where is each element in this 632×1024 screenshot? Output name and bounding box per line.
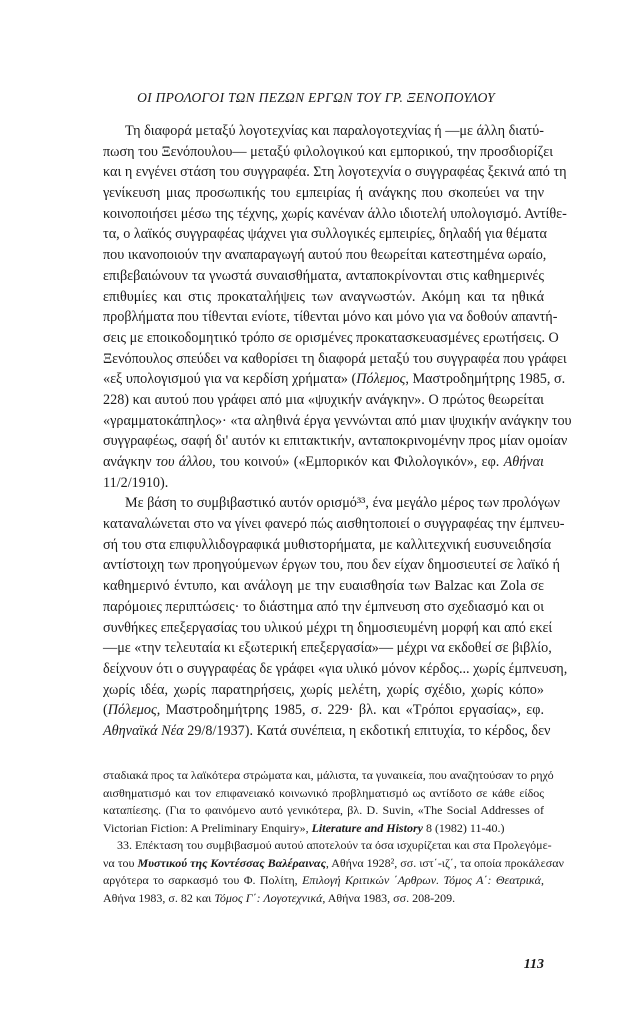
text-run: 29/8/1937). Κατά συνέπεια, η εκδοτική επιτυχία, το κέρδος, δεν	[183, 722, 551, 739]
text-line	[103, 411, 572, 432]
text-run: τα, ο λαϊκός συγγραφέας ψάχνει για συλλογικές εμπειρίες, δηλαδή για θέματα	[103, 226, 547, 243]
text-run: να του	[103, 855, 138, 870]
text-line	[103, 659, 568, 680]
text-run: αντίστοιχη των προηγούμενων έργων του, που δεν είχαν δημοσιευτεί σε λαϊκό ή	[103, 557, 560, 574]
main-text	[103, 121, 572, 742]
italic-run: Τόμος Γ΄: Λογοτεχνικά	[214, 890, 323, 905]
text-run: και η ενγένει στάση του συγγραφέα. Στη λογοτεχνία ο συγγραφέας ξεκινά από τη	[103, 164, 567, 181]
italic-run: Αθήναι	[503, 454, 544, 470]
text-run: σεις με εποικοδομητικό τρόπο σε ορισμένες προκατασκευασμένες ερωτήσεις. Ο	[103, 329, 559, 346]
text-run: —με «την τελευταία κι εξωτερική επεξεργασία»— μέχρι να εκδοθεί σε βιβλίο,	[103, 640, 552, 657]
italic-run: Πόλεμος	[356, 371, 406, 388]
text-line	[103, 390, 544, 411]
text-line	[103, 576, 544, 597]
text-line	[103, 555, 560, 576]
text-line	[103, 183, 544, 204]
text-run: σή του στα επιφυλλιδογραφικά μυθιστορήματα, με καλλιτεχνική ευσυνειδησία	[103, 536, 552, 553]
italic-run: Πόλεμος	[107, 702, 157, 719]
footnote-line	[103, 802, 544, 820]
text-run: «εξ υπολογισμού για να κερδίση χρήματα» (	[103, 371, 357, 388]
text-line	[103, 535, 552, 556]
text-run: ,	[540, 873, 544, 887]
text-run: χωρίς ιδέα, χωρίς παρατηρήσεις, χωρίς μελέτη, χωρίς σχέδιο, χωρίς κόπο»	[103, 681, 544, 698]
footnote-line	[103, 890, 544, 908]
text-line	[103, 245, 547, 266]
text-line	[103, 162, 567, 183]
text-line	[103, 307, 558, 328]
text-line	[103, 369, 566, 390]
text-run: 33. Επέκταση του συμβιβασμού αυτού αποτελούν τα όσα ισχυρίζεται και στα Προλεγόμε-	[117, 838, 552, 852]
text-run: προβλήματα που τίθενται ενίοτε, τίθενται μόνο και μόνο για να δοθούν απαντή-	[103, 309, 558, 326]
text-line	[103, 618, 553, 639]
footnote-line	[103, 855, 564, 873]
text-line	[103, 680, 544, 701]
footnote-line	[103, 785, 544, 803]
text-line	[103, 328, 559, 349]
bold-italic-run: Literature and History	[311, 820, 423, 835]
text-run: Αθήνα 1983, σ. 82 και	[103, 890, 215, 905]
text-run: «γραμματοκάπηλος»· «τα αληθινά έργα γεννώνται από μιαν ψυχικήν ανάγκην του	[103, 412, 572, 429]
text-run: σταδιακά προς τα λαϊκότερα στρώματα και, μάλιστα, τα γυναικεία, που αναζητούσαν το ρηχό	[103, 768, 554, 782]
bold-italic-run: Μυστικού της Κοντέσσας Βαλέραινας	[137, 855, 326, 870]
footnote-line	[103, 767, 554, 785]
text-run: 8 (1982) 11-40.)	[422, 820, 505, 835]
text-run: , Μαστροδημήτρης 1985, σ.	[405, 371, 566, 388]
text-line	[103, 431, 568, 452]
text-line	[103, 514, 565, 535]
text-line	[103, 473, 544, 494]
text-line	[103, 142, 554, 163]
text-line	[103, 638, 552, 659]
text-line	[103, 349, 567, 370]
text-run: αργότερα το σαρκασμό του Φ. Πολίτη,	[103, 873, 303, 887]
italic-run: Αθηναϊκά Νέα	[103, 722, 184, 739]
text-line	[103, 266, 544, 287]
text-run: δείχνουν ότι ο συγγραφέας δε γράφει «για υλικό μόνον κέρδος... χωρίς έμπνευση,	[103, 660, 568, 677]
footnote-line	[103, 872, 544, 890]
text-line	[103, 721, 551, 742]
text-run: 228) και αυτού που γράφει από μια «ψυχικήν ανάγκην». Ο πρώτος θεωρείται	[103, 391, 544, 408]
footnotes	[103, 767, 564, 907]
text-run: που ικανοποιούν την αναπαραγωγή αυτού που θεωρείται κατεστημένα ωραίο,	[103, 247, 547, 264]
text-run: , Αθήνα 1928², σσ. ιστ΄-ιζ΄, τα οποία προκάλεσαν	[325, 855, 564, 870]
text-run: γενίκευση μιας προσωπικής του εμπειρίας ή ανάγκης που σκοπεύει να την	[103, 185, 544, 202]
footnote-line	[103, 837, 552, 855]
italic-run: του άλλου	[155, 454, 213, 470]
text-run: επιθυμίες και στις προκαταλήψεις των αναγνωστών. Ακόμη και τα ηθικά	[103, 288, 544, 305]
text-run: Με βάση το συμβιβαστικό αυτόν ορισμό³³, ένα μεγάλο μέρος των προλόγων	[125, 495, 560, 512]
text-run: κοινοποιήσει μέσω της τέχνης, χωρίς κανέναν άλλο ιδιοτελή υπολογισμό. Αντίθε-	[103, 205, 567, 222]
text-run: επιβεβαιώνουν τα γνωστά συναισθήματα, ανταποκρίνονται στις καθημερινές	[103, 267, 544, 284]
page-number: 113	[523, 957, 544, 972]
text-line	[103, 224, 547, 245]
footnote-line	[103, 820, 544, 838]
text-line	[103, 597, 544, 618]
text-line	[103, 452, 544, 473]
text-run: (	[103, 702, 108, 719]
running-title: ΟΙ ΠΡΟΛΟΓΟΙ ΤΩΝ ΠΕΖΩΝ ΕΡΓΩΝ ΤΟΥ ΓΡ. ΞΕΝΟΠΟΥΛΟΥ	[137, 90, 495, 105]
text-run: συνθήκες επεξεργασίας του υλικού μέχρι τη δημοσιευμένη μορφή και από εκεί	[103, 619, 553, 636]
text-line	[103, 121, 544, 142]
text-run: καταναλώνεται στο να γίνει φανερό πώς αισθητοποιεί ο συγγραφέας την έμπνευ-	[103, 516, 565, 533]
text-run: , Μαστροδημήτρης 1985, σ. 229· βλ. και «Τρόποι εργασίας», εφ.	[156, 702, 544, 719]
text-run: Τη διαφορά μεταξύ λογοτεχνίας και παραλογοτεχνίας ή —με άλλη διατύ-	[125, 123, 544, 139]
text-run: καταπίεσης. (Για το φαινόμενο αυτό γενικότερα, βλ. D. Suvin, «The Social Addresses of	[103, 803, 544, 817]
text-run: Ξενόπουλος σπεύδει να καθορίσει τη διαφορά μεταξύ του συγγραφέα που γράφει	[103, 350, 567, 367]
text-line	[103, 204, 567, 225]
text-run: παρόμοιες περιπτώσεις· το διάστημα από την έμπνευση στο σχεδιασμό και οι	[103, 598, 545, 615]
text-run: συγγραφέως, σαφή δι' αυτόν κι επιτακτικήν, ανταποκρινομένην προς μίαν ομοίαν	[103, 433, 568, 450]
text-run: Victorian Fiction: A Preliminary Enquiry»,	[103, 820, 312, 835]
text-run: 11/2/1910).	[103, 474, 169, 491]
text-run: πωση του Ξενόπουλου— μεταξύ φιλολογικού και εμπορικού, την προσδιορίζει	[103, 143, 554, 160]
text-run: αισθηματισμό και τον επιφανειακό κοινωνικό προβληματισμό ως αντίδοτο σε κάθε είδος	[103, 785, 544, 800]
text-run: καθημερινό έντυπο, και ανάλογη με την ευαισθησία των Balzac και Zola σε	[103, 578, 544, 595]
text-line	[103, 700, 544, 721]
text-run: ανάγκην	[103, 454, 156, 470]
text-line	[103, 287, 544, 308]
text-line	[103, 493, 560, 514]
text-run: , του κοινού» («Εμπορικόν και Φιλολογικόν», εφ.	[212, 454, 504, 470]
text-run: , Αθήνα 1983, σσ. 208-209.	[322, 890, 456, 905]
italic-run: Επιλογή Κριτικών ΄Αρθρων. Τόμος Α΄: Θεατρικά	[302, 873, 541, 887]
